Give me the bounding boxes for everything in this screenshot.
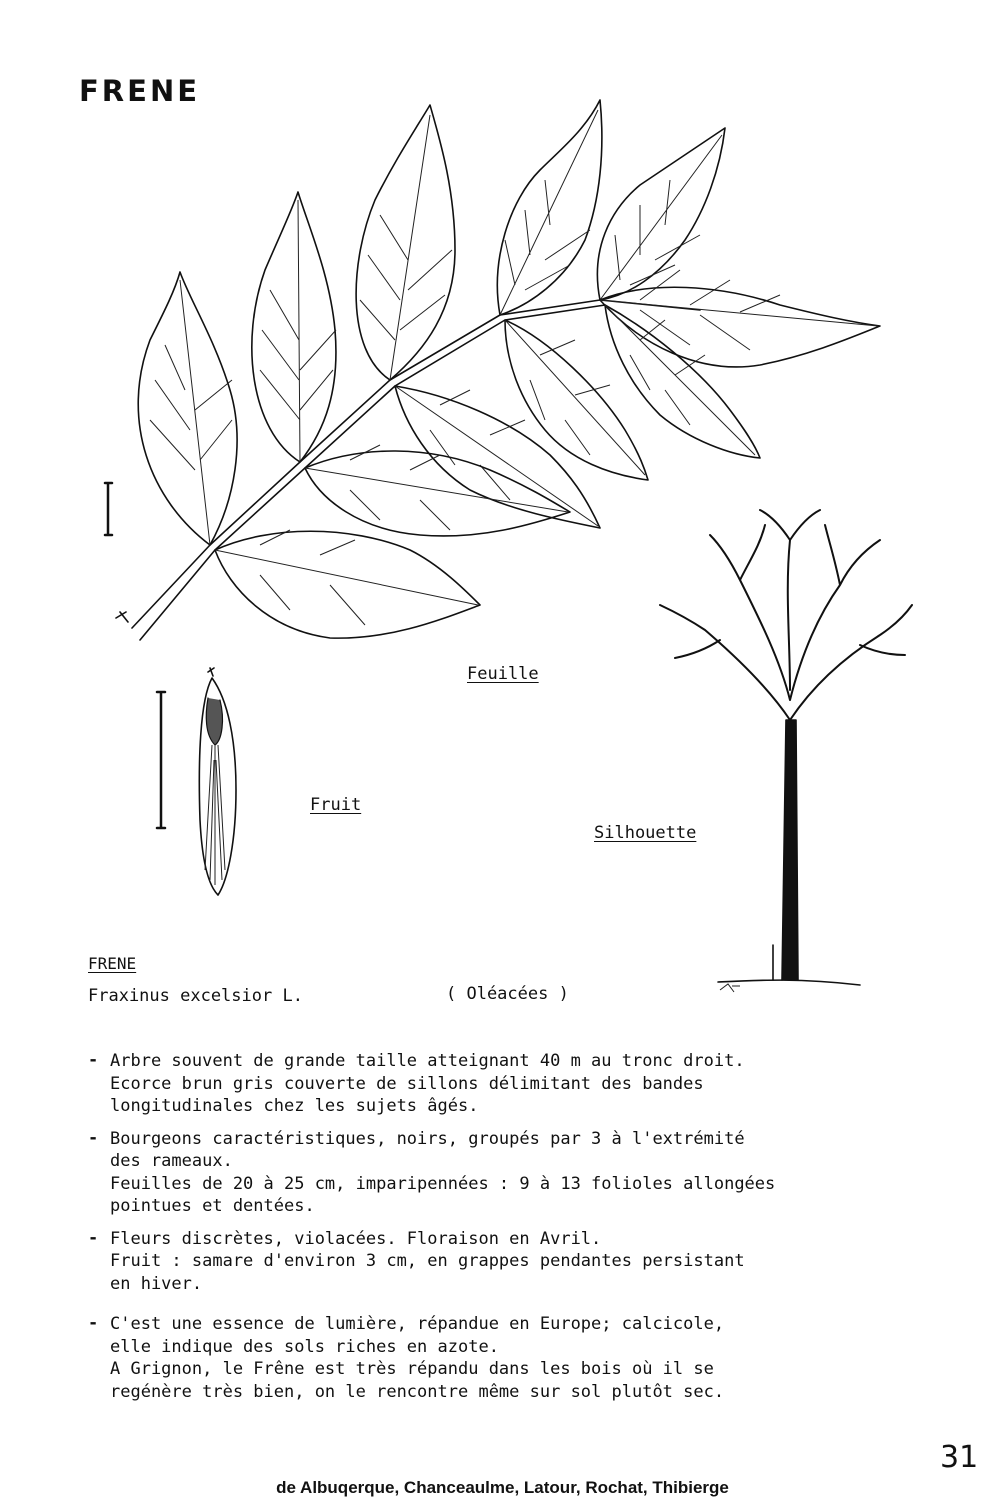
fruit-label: Fruit <box>310 795 362 815</box>
description-item <box>88 1128 888 1218</box>
scale-bar-leaf <box>105 483 112 535</box>
leaflet-2 <box>252 192 336 462</box>
description-line: pointues et dentées. <box>110 1196 315 1216</box>
description-line: Fruit : samare d'environ 3 cm, en grappes pendantes persistant <box>110 1251 745 1271</box>
page-title: FRENE <box>79 74 201 108</box>
description-line: regénère très bien, on le rencontre même sur sol plutôt sec. <box>110 1381 725 1402</box>
description-line: elle indique des sols riches en azote. <box>110 1336 499 1357</box>
description-line: des rameaux. <box>110 1151 233 1171</box>
leaflet-8 <box>505 320 648 480</box>
leaf-drawing <box>116 100 880 640</box>
species-heading: FRENE <box>88 954 137 973</box>
description-line: en hiver. <box>110 1273 203 1294</box>
leaflet-1 <box>138 272 237 545</box>
fruit-samara-drawing <box>199 668 236 895</box>
scale-bar-fruit <box>157 692 165 828</box>
leaflet-6 <box>600 270 880 367</box>
silhouette-label: Silhouette <box>594 823 697 843</box>
leaflet-11 <box>215 530 480 638</box>
leaflet-3 <box>356 105 455 380</box>
description-line: Bourgeons caractéristiques, noirs, groupés par 3 à l'extrémité <box>110 1128 745 1149</box>
description-list <box>88 1050 888 1413</box>
page-number: 31 <box>940 1440 979 1475</box>
bullet-dash: - <box>88 1227 99 1248</box>
description-item <box>88 1313 888 1403</box>
leaflet-9 <box>395 386 600 528</box>
tree-silhouette-drawing <box>660 510 912 992</box>
bullet-dash: - <box>88 1050 99 1070</box>
description-line: Feuilles de 20 à 25 cm, imparipennées : 9 à 13 folioles allongées <box>110 1173 776 1194</box>
leaflet-4 <box>497 100 601 315</box>
description-line: Arbre souvent de grande taille atteignant 40 m au tronc droit. <box>110 1051 745 1071</box>
credits-footer: de Albuqerque, Chanceaulme, Latour, Rochat, Thibierge <box>276 1478 729 1497</box>
description-line: Fleurs discrètes, violacées. Floraison en Avril. <box>110 1228 602 1249</box>
description-line: C'est une essence de lumière, répandue en Europe; calcicole, <box>110 1314 725 1334</box>
leaflet-10 <box>305 445 570 536</box>
description-item <box>88 1050 888 1118</box>
leaflet-5 <box>597 128 725 300</box>
species-family: ( Oléacées ) <box>446 984 569 1004</box>
description-line: A Grignon, le Frêne est très répandu dans les bois où il se <box>110 1359 714 1379</box>
leaf-label: Feuille <box>467 664 539 684</box>
description-line: longitudinales chez les sujets âgés. <box>110 1096 479 1116</box>
bullet-dash: - <box>88 1127 99 1148</box>
description-item <box>88 1228 888 1296</box>
species-latin-name: Fraxinus excelsior L. <box>88 986 303 1006</box>
description-line: Ecorce brun gris couverte de sillons délimitant des bandes <box>110 1073 704 1094</box>
bullet-dash: - <box>88 1313 99 1333</box>
